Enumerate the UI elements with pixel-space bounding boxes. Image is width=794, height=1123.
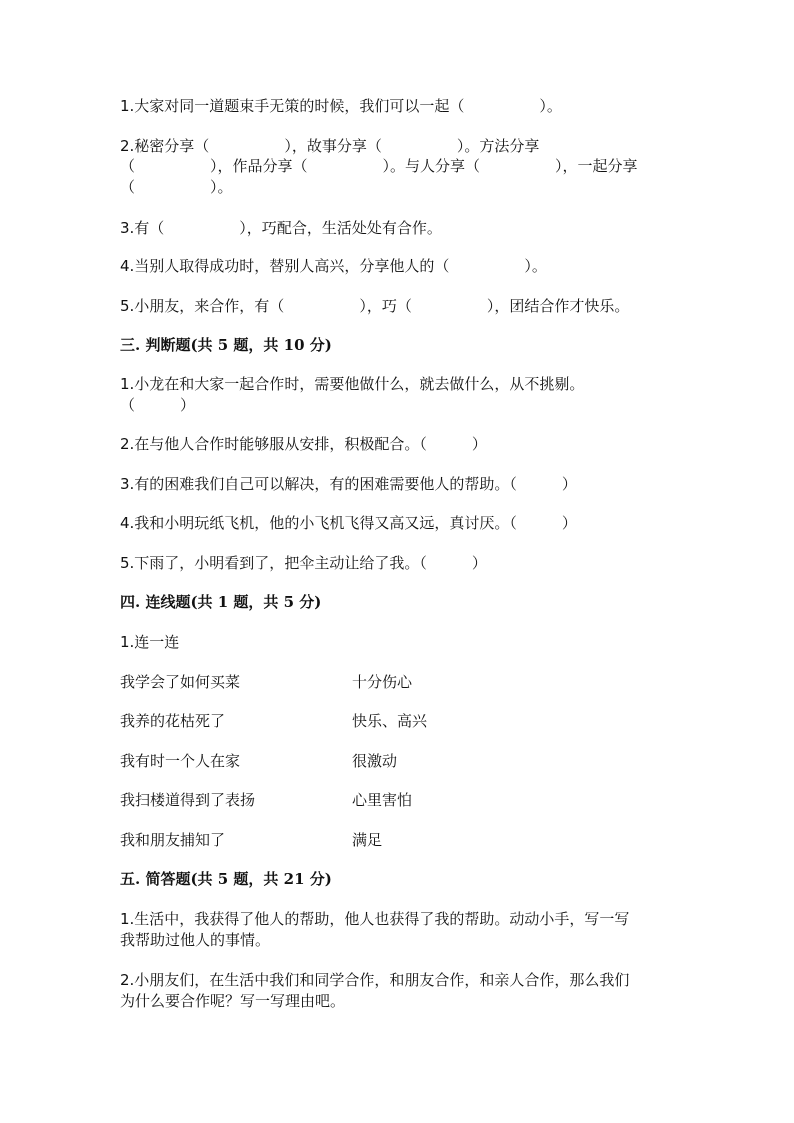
matching-left-item: 我和朋友捕知了 bbox=[120, 831, 226, 849]
matching-right-item: 很激动 bbox=[352, 752, 398, 770]
short-answer-question-2-line-1: 2.小朋友们，在生活中我们和同学合作，和朋友合作，和亲人合作，那么我们 bbox=[120, 971, 630, 989]
short-answer-question-1-line-1: 1.生活中，我获得了他人的帮助，他人也获得了我的帮助。动动小手，写一写 bbox=[120, 910, 630, 928]
fill-blank-question-2-line-1: 2.秘密分享（ ），故事分享（ ）。方法分享 bbox=[120, 137, 540, 155]
matching-left-item: 我有时一个人在家 bbox=[120, 752, 241, 770]
short-answer-question-2-line-2: 为什么要合作呢？写一写理由吧。 bbox=[120, 992, 346, 1010]
judge-question-2: 2.在与他人合作时能够服从安排，积极配合。（ ） bbox=[120, 435, 487, 453]
matching-right-item: 心里害怕 bbox=[352, 791, 413, 809]
matching-left-item: 我养的花枯死了 bbox=[120, 712, 226, 730]
matching-right-item: 十分伤心 bbox=[352, 673, 413, 691]
matching-right-item: 满足 bbox=[352, 831, 383, 849]
judge-question-5: 5.下雨了，小明看到了，把伞主动让给了我。（ ） bbox=[120, 554, 487, 572]
section-heading-judge: 三. 判断题(共 5 题，共 10 分) bbox=[120, 336, 332, 354]
matching-question-1: 1.连一连 bbox=[120, 633, 180, 651]
fill-blank-question-5: 5.小朋友，来合作，有（ ），巧（ ），团结合作才快乐。 bbox=[120, 297, 630, 315]
matching-left-item: 我学会了如何买菜 bbox=[120, 673, 241, 691]
section-heading-short-answer: 五. 简答题(共 5 题，共 21 分) bbox=[120, 870, 332, 888]
fill-blank-question-1: 1.大家对同一道题束手无策的时候，我们可以一起（ ）。 bbox=[120, 97, 562, 115]
judge-question-4: 4.我和小明玩纸飞机，他的小飞机飞得又高又远，真讨厌。（ ） bbox=[120, 514, 577, 532]
fill-blank-question-4: 4.当别人取得成功时，替别人高兴，分享他人的（ ）。 bbox=[120, 257, 547, 275]
matching-right-item: 快乐、高兴 bbox=[352, 712, 428, 730]
fill-blank-question-2-line-2: （ ），作品分享（ ）。与人分享（ ），一起分享 bbox=[120, 157, 638, 175]
matching-left-item: 我扫楼道得到了表扬 bbox=[120, 791, 256, 809]
judge-question-3: 3.有的困难我们自己可以解决，有的困难需要他人的帮助。（ ） bbox=[120, 475, 577, 493]
short-answer-question-1-line-2: 我帮助过他人的事情。 bbox=[120, 931, 271, 949]
judge-question-1-line-2: （ ） bbox=[120, 396, 196, 414]
fill-blank-question-3: 3.有（ ），巧配合，生活处处有合作。 bbox=[120, 219, 442, 237]
fill-blank-question-2-line-3: （ ）。 bbox=[120, 178, 233, 196]
section-heading-matching: 四. 连线题(共 1 题，共 5 分) bbox=[120, 593, 322, 611]
judge-question-1-line-1: 1.小龙在和大家一起合作时，需要他做什么，就去做什么，从不挑剔。 bbox=[120, 375, 585, 393]
